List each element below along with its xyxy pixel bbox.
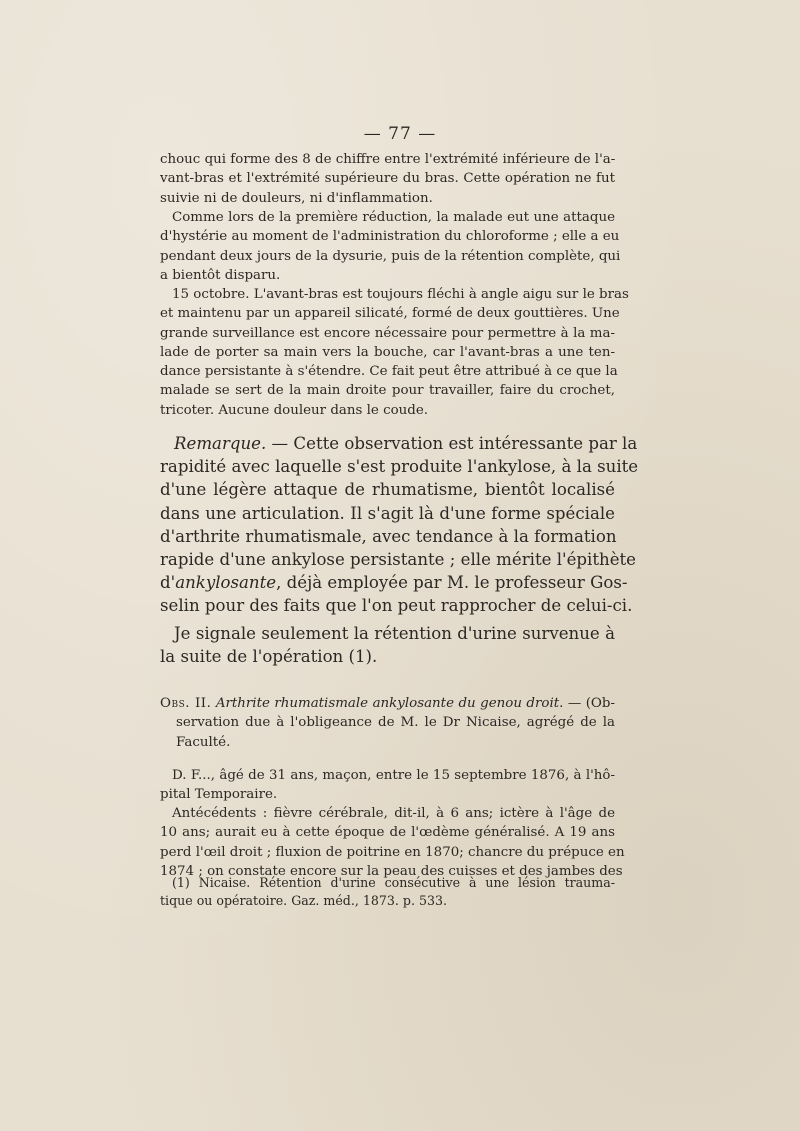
remark-paragraph [160, 432, 639, 618]
text-line: d'arthrite rhumatismale, avec tendance à la formation [160, 526, 617, 546]
paragraph-october [160, 285, 629, 420]
text-line: malade se sert de la main droite pour travailler, faire du crochet, [160, 383, 615, 399]
text-fragment: — Cette observation est intéressante par la [266, 434, 638, 453]
text-line: suivie ni de douleurs, ni d'inflammation. [160, 190, 433, 206]
text-line: dance persistante à s'étendre. Ce fait peut être attribué à ce que la [160, 364, 618, 380]
obs-label: Obs. II. [160, 696, 212, 711]
text-line: rapidité avec laquelle s'est produite l'ankylose, à la suite [160, 457, 639, 477]
paragraph-antecedents [160, 804, 625, 881]
text-line: pendant deux jours de la dysurie, puis de la rétention complète, qui [160, 248, 621, 264]
text-line: vant-bras et l'extrémité supérieure du bras. Cette opération ne fut [160, 171, 615, 187]
text-line [160, 571, 628, 594]
text-line [160, 432, 638, 455]
text-line: pital Temporaire. [160, 787, 278, 803]
observation-heading [160, 694, 615, 752]
text-line: 15 octobre. L'avant-bras est toujours fléchi à angle aigu sur le bras [172, 287, 629, 302]
text-line: la suite de l'opération (1). [160, 647, 378, 667]
obs-title: Arthrite rhumatismale ankylosante du genou droit. [215, 696, 564, 711]
text-line: tique ou opératoire. Gaz. méd., 1873. p. 533. [160, 893, 448, 908]
paragraph-intro [160, 150, 615, 208]
text-fragment: , déjà employée par M. le professeur Gos- [276, 573, 628, 593]
text-fragment: d' [160, 573, 176, 593]
text-line: grande surveillance est encore nécessaire pour permettre à la ma- [160, 325, 615, 341]
remark-label: Remarque. [174, 434, 267, 453]
text-line: selin pour des faits que l'on peut rapprocher de celui-ci. [160, 596, 633, 616]
text-line: 1874 ; on constate encore sur la peau des cuisses et des jambes des [160, 863, 623, 879]
footnote [160, 874, 615, 910]
text-line: Antécédents : fièvre cérébrale, dit-il, à 6 ans; ictère à l'âge de [172, 806, 615, 821]
text-line: 10 ans; aurait eu à cette époque de l'œdème généralisé. A 19 ans [160, 825, 615, 841]
text-line: servation due à l'obligeance de M. le Dr Nicaise, agrégé de la [176, 715, 615, 731]
text-fragment: — (Ob- [563, 696, 616, 711]
text-line: d'hystérie au moment de l'administration du chloroforme ; elle a eu [160, 229, 620, 245]
text-line: Faculté. [176, 734, 231, 750]
text-line: et maintenu par un appareil silicaté, formé de deux gouttières. Une [160, 306, 620, 322]
text-line: chouc qui forme des 8 de chiffre entre l'extrémité inférieure de l'a- [160, 152, 616, 167]
text-line: tricoter. Aucune douleur dans le coude. [160, 402, 429, 418]
emphasis-ankylosante: ankylosante [175, 573, 277, 593]
paragraph-patient [160, 766, 615, 805]
text-line: dans une articulation. Il s'agit là d'une forme spéciale [160, 503, 615, 523]
page-number: — 77 — [363, 124, 437, 144]
text-line: lade de porter sa main vers la bouche, car l'avant-bras a une ten- [160, 344, 615, 360]
paragraph-hysteria [160, 208, 621, 285]
text-line: d'une légère attaque de rhumatisme, bientôt localisé [160, 480, 615, 500]
text-line: Je signale seulement la rétention d'urine survenue à [174, 624, 615, 643]
text-line: Comme lors de la première réduction, la malade eut une attaque [172, 210, 615, 225]
text-line: rapide d'une ankylose persistante ; elle mérite l'épithète [160, 550, 637, 570]
text-line [160, 694, 615, 713]
text-line: D. F..., âgé de 31 ans, maçon, entre le 15 septembre 1876, à l'hô- [172, 768, 615, 783]
paragraph-signale [160, 622, 615, 668]
text-line: a bientôt disparu. [160, 267, 281, 283]
text-line: (1) Nicaise. Rétention d'urine consécutive à une lésion trauma- [172, 875, 615, 890]
text-line: perd l'œil droit ; fluxion de poitrine en 1870; chancre du prépuce en [160, 844, 625, 860]
